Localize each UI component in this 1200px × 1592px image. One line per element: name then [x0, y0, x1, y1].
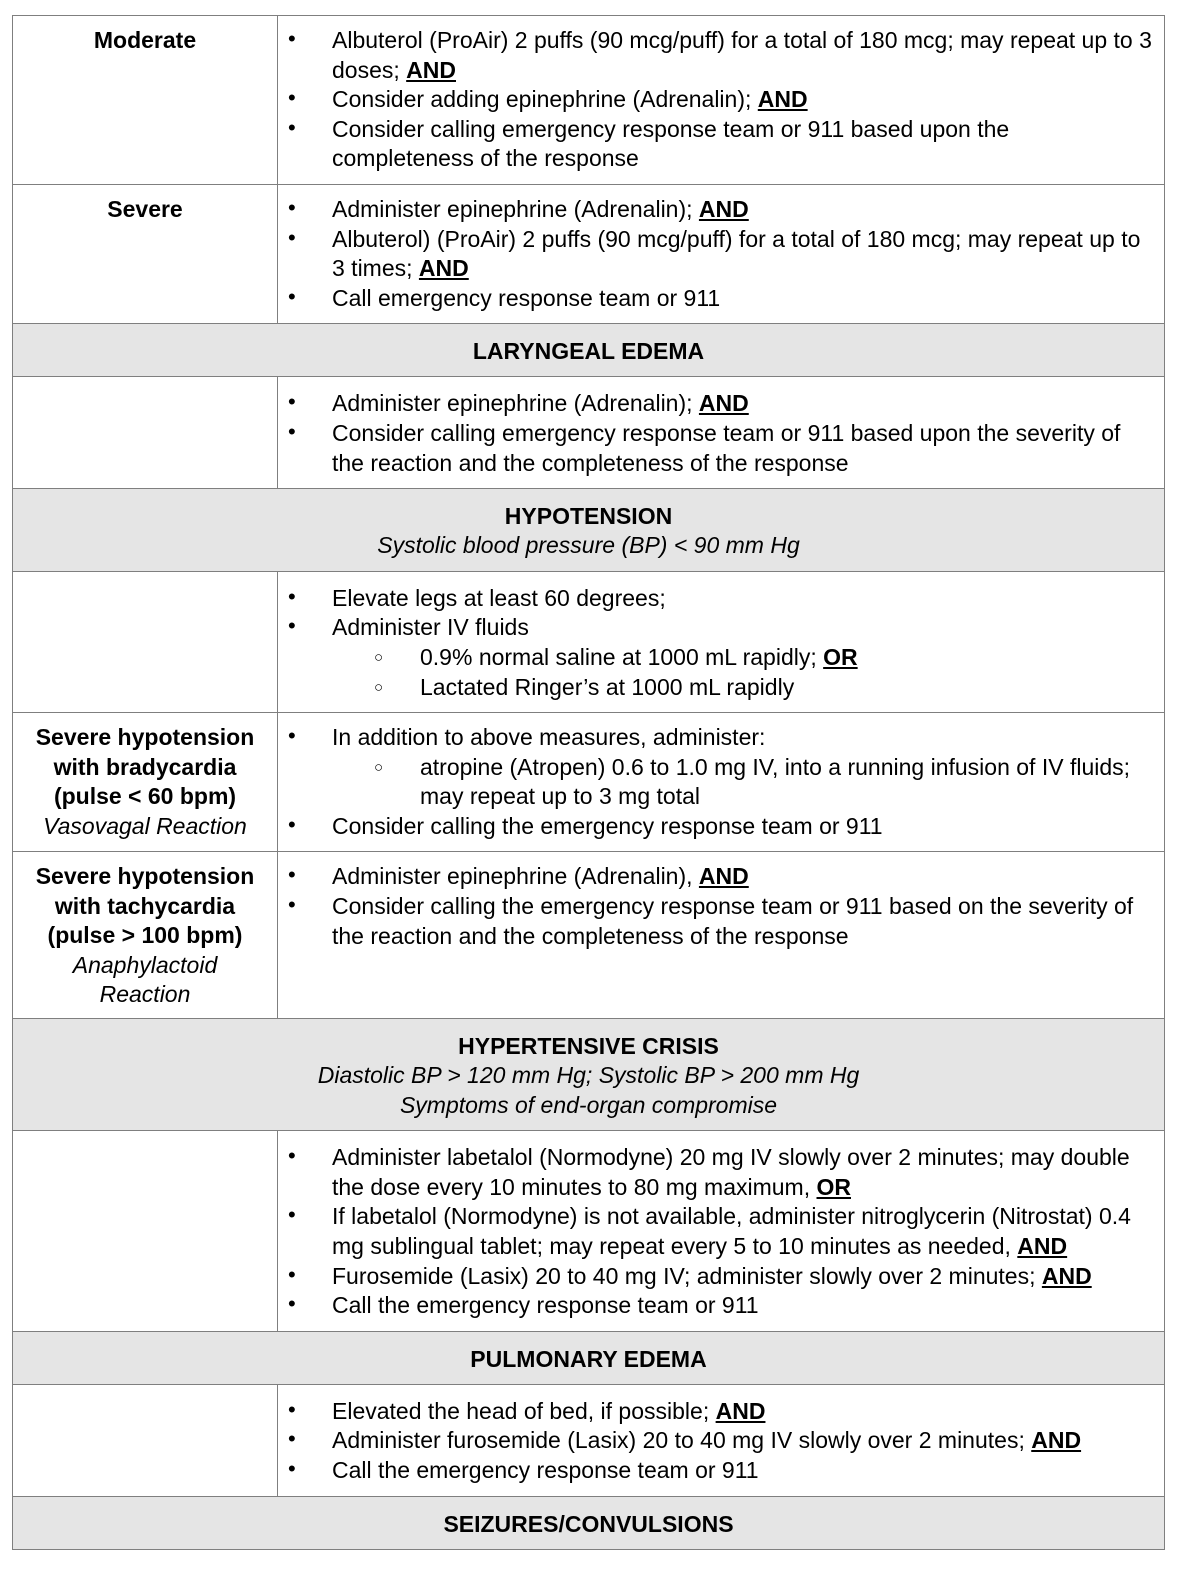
severity-label-cell	[13, 16, 278, 185]
treatment-list	[278, 1143, 1156, 1321]
section-header-cell	[13, 1018, 1165, 1130]
section-title: HYPERTENSIVE CRISIS	[458, 1032, 719, 1059]
severity-label-cell	[13, 571, 278, 712]
treatment-cell	[278, 713, 1165, 852]
step-text: Consider calling the emergency response team or 911 based on the severity of the reaction and the completeness of the response	[332, 893, 1134, 949]
step-text: Administer IV fluids	[332, 614, 529, 641]
table-row	[13, 1131, 1165, 1332]
treatment-step	[278, 723, 1156, 812]
table-row	[13, 377, 1165, 489]
step-conjunction: AND	[698, 195, 749, 222]
sub-step-text: 0.9% normal saline at 1000 mL rapidly;	[420, 643, 824, 670]
treatment-step	[278, 862, 1156, 892]
section-criteria: Symptoms of end-organ compromise	[399, 1091, 778, 1118]
step-text: Furosemide (Lasix) 20 to 40 mg IV; administer slowly over 2 minutes;	[332, 1262, 1042, 1289]
treatment-cell	[278, 571, 1165, 712]
reaction-type-label: Anaphylactoid	[72, 951, 218, 978]
step-text: Consider calling emergency response team or 911 based upon the severity of the reaction and the completeness of the response	[332, 419, 1121, 476]
treatment-list	[278, 584, 1156, 702]
table-row	[13, 1384, 1165, 1496]
severity-label: Severe hypotension	[35, 863, 255, 890]
step-text: Call the emergency response team or 911	[332, 1292, 759, 1319]
severity-label: (pulse < 60 bpm)	[53, 783, 237, 810]
reaction-treatment-table	[12, 15, 1165, 1550]
step-conjunction: AND	[1041, 1262, 1092, 1289]
sub-step-text: Lactated Ringer’s at 1000 mL rapidly	[420, 673, 795, 700]
section-criteria: Systolic blood pressure (BP) < 90 mm Hg	[377, 532, 800, 559]
table-row	[13, 852, 1165, 1019]
treatment-step	[278, 1426, 1156, 1456]
treatment-step	[278, 85, 1156, 115]
treatment-step	[278, 419, 1156, 478]
treatment-step	[278, 389, 1156, 419]
table-body	[13, 16, 1165, 1550]
treatment-list	[278, 389, 1156, 478]
treatment-cell	[278, 852, 1165, 1019]
sub-step-list	[332, 753, 1156, 812]
treatment-list	[278, 195, 1156, 313]
sub-step-conjunction: OR	[823, 643, 858, 670]
step-text: In addition to above measures, administer:	[332, 724, 766, 751]
step-text: Elevated the head of bed, if possible;	[332, 1397, 716, 1424]
severity-label: with tachycardia	[54, 892, 236, 919]
section-header-cell	[13, 1496, 1165, 1549]
treatment-step	[278, 1291, 1156, 1321]
section-title: HYPOTENSION	[504, 503, 673, 530]
section-title: LARYNGEAL EDEMA	[472, 338, 705, 365]
section-header-hypertensive-crisis	[13, 1018, 1165, 1130]
treatment-step	[278, 1397, 1156, 1427]
table-row	[13, 571, 1165, 712]
treatment-step	[278, 1143, 1156, 1202]
treatment-step	[278, 225, 1156, 284]
treatment-list	[278, 26, 1156, 174]
section-title: SEIZURES/CONVULSIONS	[443, 1510, 734, 1537]
treatment-step	[278, 584, 1156, 614]
step-text: Albuterol (ProAir) 2 puffs (90 mcg/puff) for a total of 180 mcg; may repeat up to 3 doses;	[332, 27, 1152, 83]
treatment-step	[278, 1262, 1156, 1292]
step-text: Consider adding epinephrine (Adrenalin);	[332, 86, 758, 113]
reaction-type-label: Vasovagal Reaction	[43, 812, 247, 839]
treatment-step	[278, 1202, 1156, 1261]
treatment-step	[278, 892, 1156, 951]
section-header-hypotension	[13, 489, 1165, 572]
step-conjunction: AND	[406, 56, 456, 83]
section-title: PULMONARY EDEMA	[470, 1345, 707, 1372]
table-row	[13, 713, 1165, 852]
step-text: Call the emergency response team or 911	[332, 1456, 759, 1483]
table-row	[13, 16, 1165, 185]
step-conjunction: AND	[418, 255, 469, 282]
step-text: Administer epinephrine (Adrenalin);	[332, 195, 699, 222]
treatment-list	[278, 862, 1156, 951]
step-conjunction: AND	[698, 390, 749, 417]
step-text: Administer epinephrine (Adrenalin),	[332, 863, 699, 890]
section-header-seizures-convulsions	[13, 1496, 1165, 1549]
severity-label: Severe hypotension	[35, 724, 255, 751]
step-text: Consider calling emergency response team or 911 based upon the completeness of the response	[332, 115, 1010, 172]
step-text: Elevate legs at least 60 degrees;	[332, 584, 666, 611]
treatment-list	[278, 1397, 1156, 1486]
section-header-cell	[13, 324, 1165, 377]
step-text: Administer labetalol (Normodyne) 20 mg IV slowly over 2 minutes; may double the dose every 10 minutes to 80 mg maximum,	[332, 1144, 1130, 1200]
severity-label-cell	[13, 713, 278, 852]
treatment-step	[278, 284, 1156, 314]
section-header-cell	[13, 489, 1165, 572]
section-header-cell	[13, 1331, 1165, 1384]
step-text: Call emergency response team or 911	[332, 284, 721, 311]
severity-label: (pulse > 100 bpm)	[47, 922, 243, 949]
sub-step	[332, 753, 1156, 812]
severity-label: with bradycardia	[53, 753, 237, 780]
severity-label-cell	[13, 1384, 278, 1496]
sub-step-text: atropine (Atropen) 0.6 to 1.0 mg IV, into a running infusion of IV fluids; may repeat up to 3 mg total	[420, 753, 1131, 810]
treatment-step	[278, 812, 1156, 842]
treatment-cell	[278, 1384, 1165, 1496]
treatment-step	[278, 26, 1156, 85]
severity-label-cell	[13, 1131, 278, 1332]
step-conjunction: AND	[715, 1397, 766, 1424]
step-conjunction: AND	[1017, 1232, 1068, 1259]
severity-label: Moderate	[93, 27, 197, 53]
step-conjunction: AND	[757, 86, 808, 113]
step-text: Administer furosemide (Lasix) 20 to 40 mg IV slowly over 2 minutes;	[332, 1427, 1032, 1454]
step-conjunction: AND	[1031, 1427, 1082, 1454]
step-conjunction: OR	[816, 1173, 851, 1200]
treatment-list	[278, 723, 1156, 841]
severity-label-cell	[13, 184, 278, 323]
step-text: Albuterol) (ProAir) 2 puffs (90 mcg/puff) for a total of 180 mcg; may repeat up to 3 times;	[332, 225, 1141, 282]
treatment-cell	[278, 184, 1165, 323]
step-text: Consider calling the emergency response team or 911	[332, 812, 883, 839]
severity-label: Severe	[107, 195, 183, 222]
table-row	[13, 184, 1165, 323]
sub-step	[332, 643, 1156, 673]
treatment-cell	[278, 16, 1165, 185]
sub-step	[332, 673, 1156, 703]
treatment-step	[278, 613, 1156, 702]
section-criteria: Diastolic BP > 120 mm Hg; Systolic BP > 200 mm Hg	[317, 1061, 860, 1088]
treatment-cell	[278, 1131, 1165, 1332]
step-text: If labetalol (Normodyne) is not available, administer nitroglycerin (Nitrostat) 0.4 mg sublingual tablet; may repeat every 5 to 10 minutes as needed,	[332, 1203, 1131, 1259]
severity-label-cell	[13, 377, 278, 489]
severity-label-cell	[13, 852, 278, 1019]
section-header-pulmonary-edema	[13, 1331, 1165, 1384]
step-conjunction: AND	[698, 863, 749, 890]
treatment-step	[278, 115, 1156, 174]
treatment-step	[278, 1456, 1156, 1486]
treatment-cell	[278, 377, 1165, 489]
sub-step-list	[332, 643, 1156, 702]
section-header-laryngeal-edema	[13, 324, 1165, 377]
step-text: Administer epinephrine (Adrenalin);	[332, 390, 699, 417]
reaction-type-label: Reaction	[99, 981, 191, 1008]
treatment-step	[278, 195, 1156, 225]
